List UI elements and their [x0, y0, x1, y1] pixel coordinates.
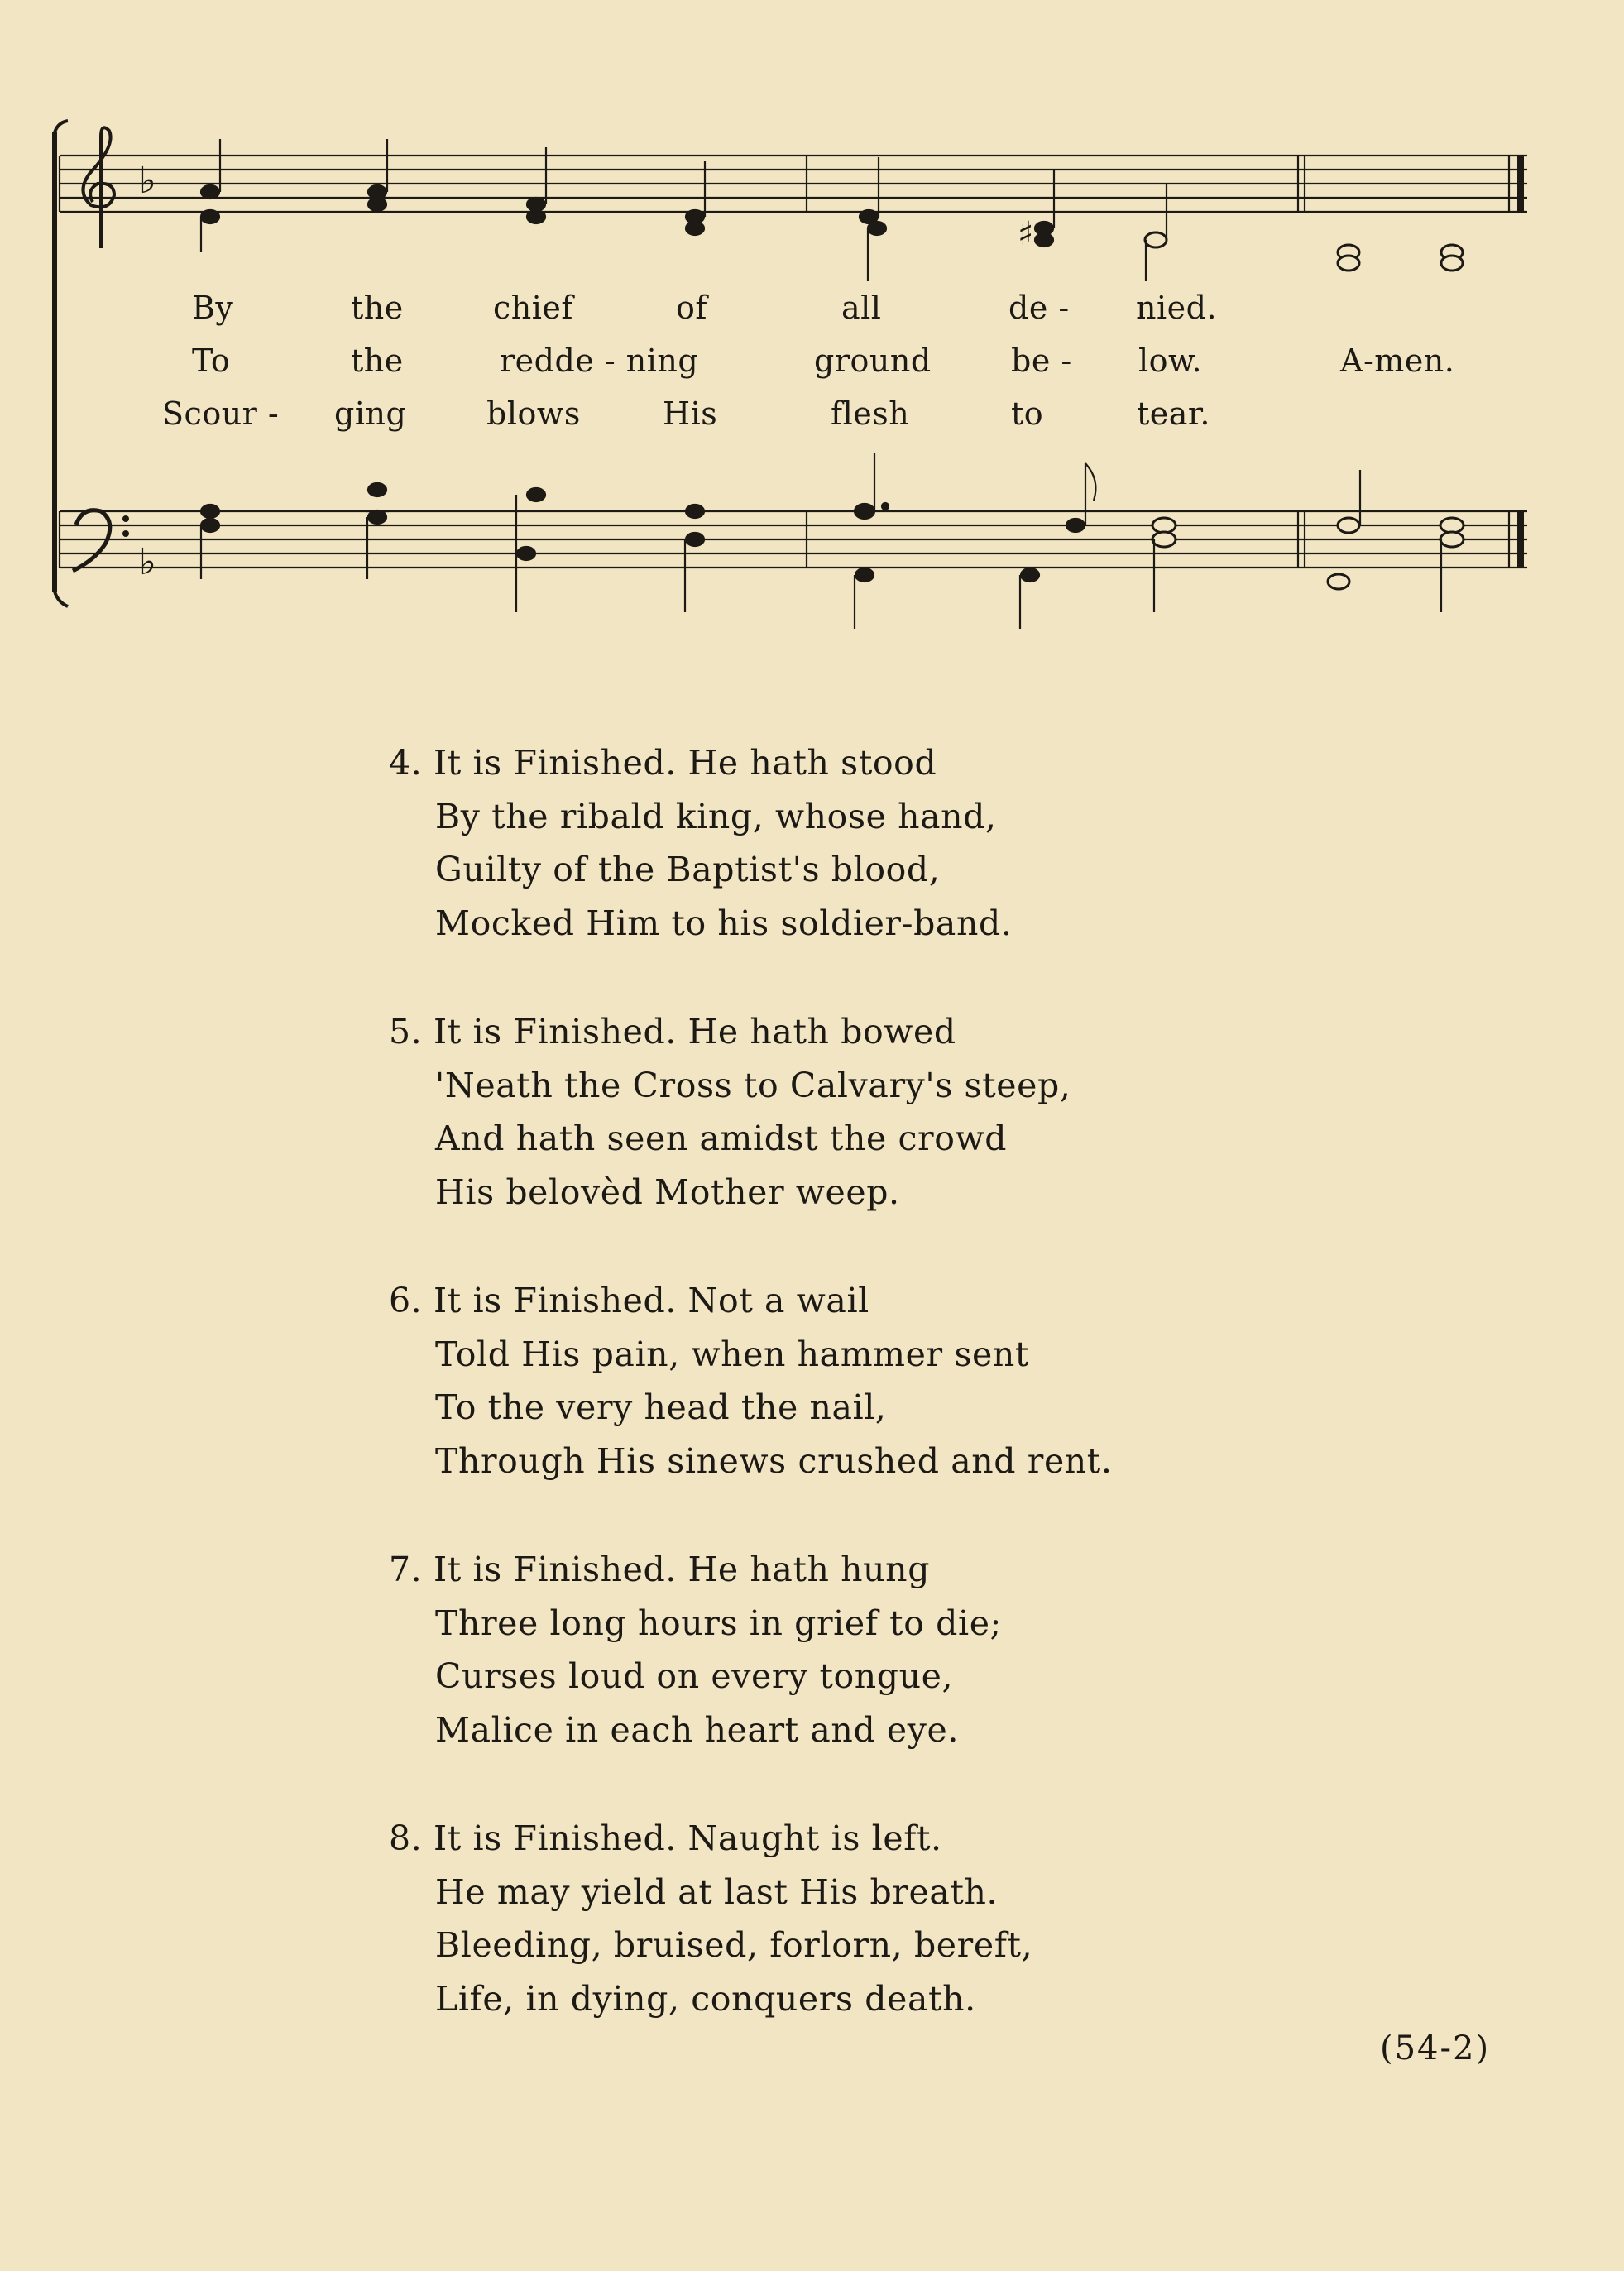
- verse-8-line-2: He may yield at last His breath.: [435, 1871, 999, 1912]
- verse-8-number: 8.: [389, 1818, 423, 1858]
- bass-clef-dot-2: [122, 530, 129, 537]
- verse-5-number: 5.: [389, 1012, 423, 1052]
- lyric-line-3-syllable-7: tear.: [1137, 395, 1210, 432]
- bass-notes: [201, 453, 1464, 629]
- verse-6-line-1: [389, 1274, 1113, 1328]
- verse-6: [389, 1274, 1113, 1488]
- verse-5-line-4: His belovèd Mother weep.: [435, 1171, 900, 1212]
- verse-8: [389, 1812, 1113, 2025]
- lyric-line-1-syllable-3: chief: [493, 290, 573, 326]
- verse-6-line-1-text: It is Finished. Not a wail: [433, 1281, 869, 1320]
- verse-4-line-2: By the ribald king, whose hand,: [435, 796, 997, 836]
- verse-8-line-3: Bleeding, bruised, forlorn, bereft,: [435, 1925, 1033, 1965]
- verse-8-line-4: Life, in dying, conquers death.: [435, 1978, 976, 2019]
- svg-text:♯: ♯: [1018, 215, 1034, 253]
- bass-key-flat: ♭: [139, 541, 156, 583]
- verse-7-line-1: [389, 1543, 1113, 1597]
- lyric-line-2-syllable-2: the: [351, 343, 404, 379]
- verse-5: [389, 1005, 1113, 1219]
- verse-8-line-1: [389, 1812, 1113, 1866]
- verse-7-line-4: Malice in each heart and eye.: [435, 1709, 960, 1750]
- lyric-line-2-syllable-6: low.: [1138, 343, 1203, 379]
- bass-clef-dot-1: [122, 515, 129, 522]
- verse-8-line-1-text: It is Finished. Naught is left.: [433, 1818, 942, 1858]
- lyric-line-3-syllable-5: flesh: [831, 395, 910, 432]
- verse-7: [389, 1543, 1113, 1756]
- lyric-line-3-syllable-6: to: [1011, 395, 1044, 432]
- verse-5-line-1-text: It is Finished. He hath bowed: [433, 1012, 956, 1052]
- lyric-line-1-syllable-1: By: [192, 290, 234, 326]
- treble-staff: [60, 156, 1527, 212]
- verse-6-line-2: Told His pain, when hammer sent: [435, 1334, 1029, 1374]
- lyric-line-2-syllable-4: ground: [814, 343, 932, 379]
- lyric-line-3-syllable-4: His: [663, 395, 718, 432]
- lyric-line-3-syllable-1: Scour -: [162, 395, 280, 432]
- verse-7-line-1-text: It is Finished. He hath hung: [433, 1550, 931, 1589]
- verse-7-number: 7.: [389, 1550, 423, 1589]
- bass-staff: [60, 511, 1527, 568]
- system-brace: [55, 121, 68, 606]
- treble-notes: [201, 139, 1463, 281]
- verse-5-line-3: And hath seen amidst the crowd: [435, 1119, 1008, 1158]
- verse-4-line-1-text: It is Finished. He hath stood: [433, 743, 937, 783]
- lyric-line-2-syllable-3: redde - ning: [500, 343, 699, 379]
- verse-6-line-3: To the very head the nail,: [435, 1387, 887, 1427]
- music-score: [0, 0, 1624, 629]
- lyric-line-1-syllable-2: the: [351, 290, 404, 326]
- page-number: (54-2): [1380, 2029, 1491, 2067]
- lyric-line-2-syllable-5: be -: [1011, 343, 1072, 379]
- lyric-line-2-syllable-1: To: [192, 343, 231, 379]
- verse-5-line-1: [389, 1005, 1113, 1059]
- verse-7-line-2: Three long hours in grief to die;: [435, 1603, 1002, 1643]
- lyric-line-3-syllable-3: blows: [486, 395, 581, 432]
- verse-4-line-3: Guilty of the Baptist's blood,: [435, 850, 941, 889]
- lyric-line-1-syllable-5: all: [841, 290, 882, 326]
- verse-6-line-4: Through His sinews crushed and rent.: [435, 1440, 1113, 1481]
- verse-list: [389, 736, 1113, 2081]
- verse-5-line-2: 'Neath the Cross to Calvary's steep,: [435, 1065, 1071, 1105]
- verse-6-number: 6.: [389, 1281, 423, 1320]
- bass-clef: [73, 510, 110, 571]
- lyric-line-3-syllable-2: ging: [334, 395, 407, 432]
- verse-4-line-1: [389, 736, 1113, 790]
- lyric-line-1-syllable-7: nied.: [1136, 290, 1218, 326]
- verse-7-line-3: Curses loud on every tongue,: [435, 1656, 954, 1696]
- lyric-line-2-syllable-7: A-men.: [1340, 343, 1455, 379]
- treble-clef: [83, 127, 114, 248]
- treble-key-flat: ♭: [139, 160, 156, 202]
- lyric-line-1-syllable-6: de -: [1008, 290, 1070, 326]
- verse-4-number: 4.: [389, 743, 423, 783]
- verse-4-line-4: Mocked Him to his soldier-band.: [435, 903, 1013, 943]
- lyric-line-1-syllable-4: of: [676, 290, 707, 326]
- verse-4: [389, 736, 1113, 950]
